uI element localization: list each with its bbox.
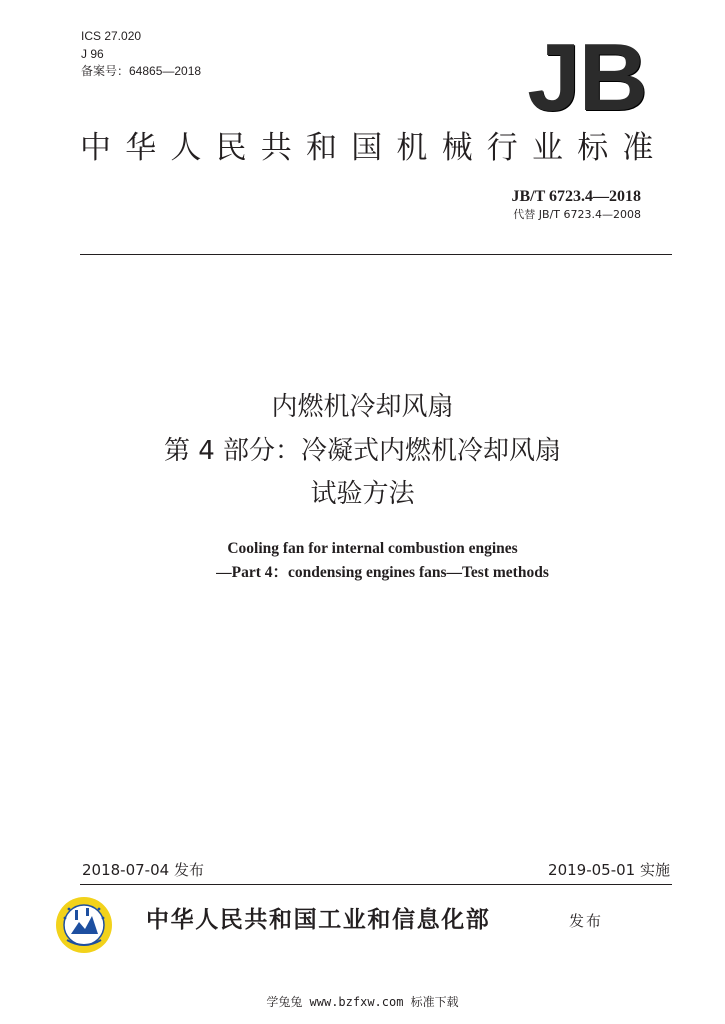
title-zh-line2: 第 4 部分：冷凝式内燃机冷却风扇	[163, 436, 562, 466]
jb-logo: JB	[527, 24, 646, 131]
title-en-line1: Cooling fan for internal combustion engines	[227, 540, 518, 557]
issuing-ministry-suffix: 发布	[569, 912, 604, 930]
standard-number-text: JB/T 6723.4—2018	[511, 188, 641, 205]
footer-watermark-link[interactable]: 学兔兔 www.bzfxw.com 标准下载	[266, 995, 459, 1009]
standard-category-title: 中华人民共和国机械行业标准	[80, 130, 668, 166]
issue-date: 2018-07-04 发布	[82, 861, 204, 879]
standard-number	[512, 188, 642, 206]
implementation-date: 2019-05-01 实施	[548, 861, 670, 879]
issuing-ministry: 中华人民共和国工业和信息化部	[146, 907, 491, 933]
replaces-standard: 代替 JB/T 6723.4—2008	[513, 208, 641, 221]
title-en-line2: —Part 4：condensing engines fans—Test methods	[216, 564, 549, 581]
record-number: 备案号：64865—2018	[81, 64, 202, 78]
ministry-seal-icon	[55, 896, 113, 954]
top-divider	[80, 254, 672, 255]
title-zh-line3: 试验方法	[310, 479, 415, 509]
title-zh-line1: 内燃机冷却风扇	[271, 392, 454, 422]
ics-code: ICS 27.020	[81, 29, 142, 43]
j-classification-code: J 96	[81, 47, 104, 61]
bottom-divider	[80, 884, 672, 885]
